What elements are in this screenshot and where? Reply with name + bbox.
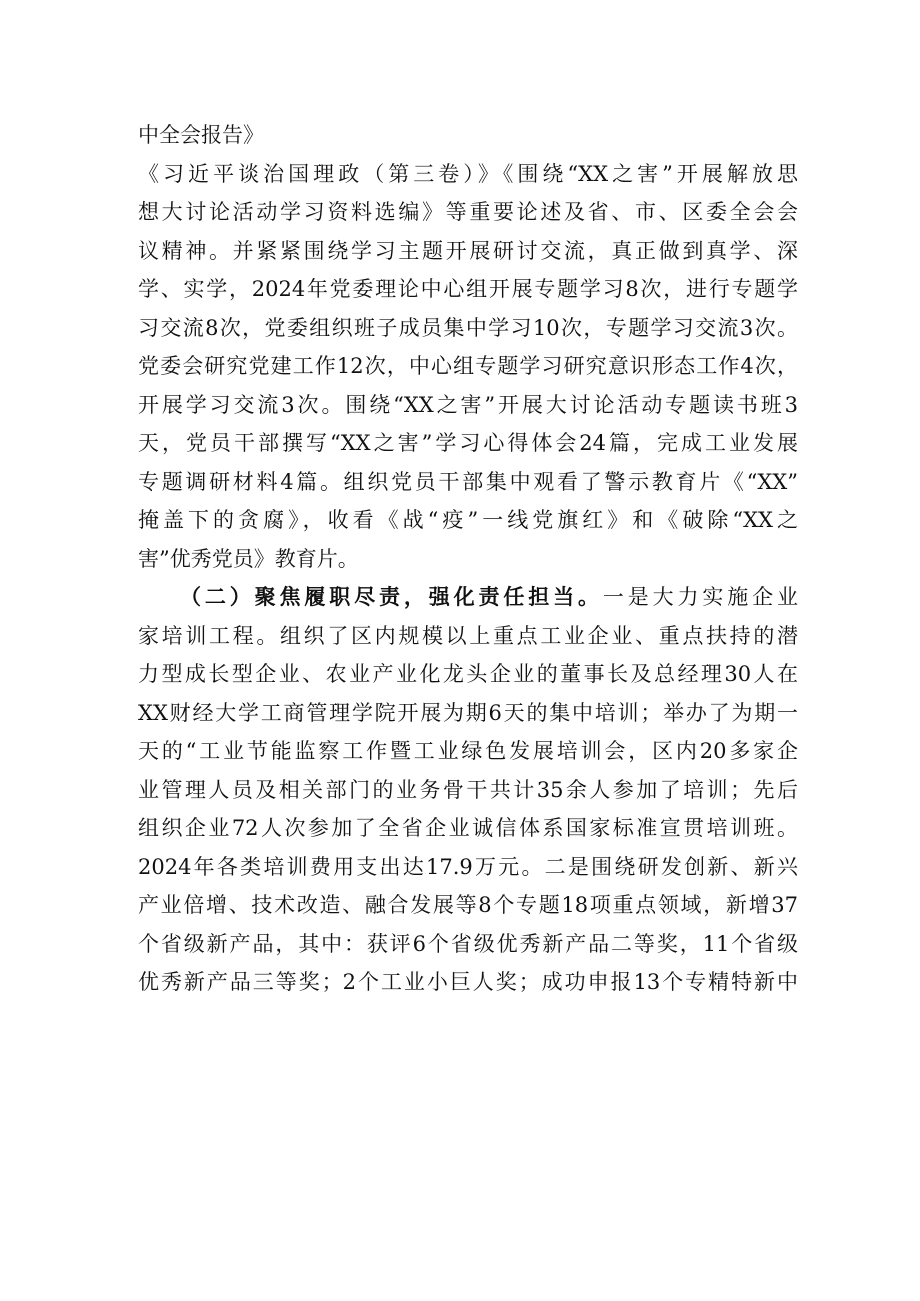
paragraph-line: 害”优秀党员》教育片。 xyxy=(138,546,359,571)
body-text xyxy=(138,116,798,1002)
paragraph-line: 家培训工程。组织了区内规模以上重点工业企业、重点扶持的潜 xyxy=(138,623,798,648)
paragraph-line: 学、实学，2024年党委理论中心组开展专题学习8次，进行专题学 xyxy=(138,277,798,301)
section-heading-line xyxy=(138,578,798,617)
paragraph-line: 《习近平谈治国理政（第三卷）》《围绕“XX之害”开展解放思 xyxy=(138,161,798,186)
paragraph-line: 个省级新产品，其中：获评6个省级优秀新产品二等奖，11个省级 xyxy=(138,931,798,956)
paragraph-line: 力型成长型企业、农业产业化龙头企业的董事长及总经理30人在 xyxy=(138,662,798,686)
paragraph-line: 中全会报告》 xyxy=(138,123,264,147)
paragraph-line: 2024年各类培训费用支出达17.9万元。二是围绕研发创新、新兴 xyxy=(138,854,798,879)
paragraph-line: 优秀新产品三等奖；2个工业小巨人奖；成功申报13个专精特新中 xyxy=(138,970,798,994)
paragraph-line: 天的“工业节能监察工作暨工业绿色发展培训会，区内20多家企 xyxy=(138,739,798,763)
section-heading-rest: 一是大力实施企业 xyxy=(602,585,798,609)
paragraph-line: 议精神。并紧紧围绕学习主题开展研讨交流，真正做到真学、深 xyxy=(138,238,798,263)
paragraph-line: 党委会研究党建工作12次，中心组专题学习研究意识形态工作4次， xyxy=(138,354,798,378)
paragraph-line: 开展学习交流3次。围绕“XX之害”开展大讨论活动专题读书班3 xyxy=(138,392,798,417)
paragraph-line: 掩盖下的贪腐》，收看《战“疫”一线党旗红》和《破除“XX之 xyxy=(138,508,798,532)
paragraph-line: 组织企业72人次参加了全省企业诚信体系国家标准宣贯培训班。 xyxy=(138,816,798,840)
paragraph-line: 业管理人员及相关部门的业务骨干共计35余人参加了培训；先后 xyxy=(138,777,798,802)
paragraph-line: XX财经大学工商管理学院开展为期6天的集中培训；举办了为期一 xyxy=(138,700,798,725)
section-heading: （二）聚焦履职尽责，强化责任担当。 xyxy=(180,584,603,609)
paragraph-line: 想大讨论活动学习资料选编》等重要论述及省、市、区委全会会 xyxy=(138,200,798,224)
paragraph-line: 产业倍增、技术改造、融合发展等8个专题18项重点领域，新增37 xyxy=(138,893,798,917)
paragraph-line: 习交流8次，党委组织班子成员集中学习10次，专题学习交流3次。 xyxy=(138,315,798,340)
paragraph-line: 专题调研材料4篇。组织党员干部集中观看了警示教育片《“XX” xyxy=(138,469,798,494)
paragraph-line: 天，党员干部撰写“XX之害”学习心得体会24篇，完成工业发展 xyxy=(138,431,798,455)
